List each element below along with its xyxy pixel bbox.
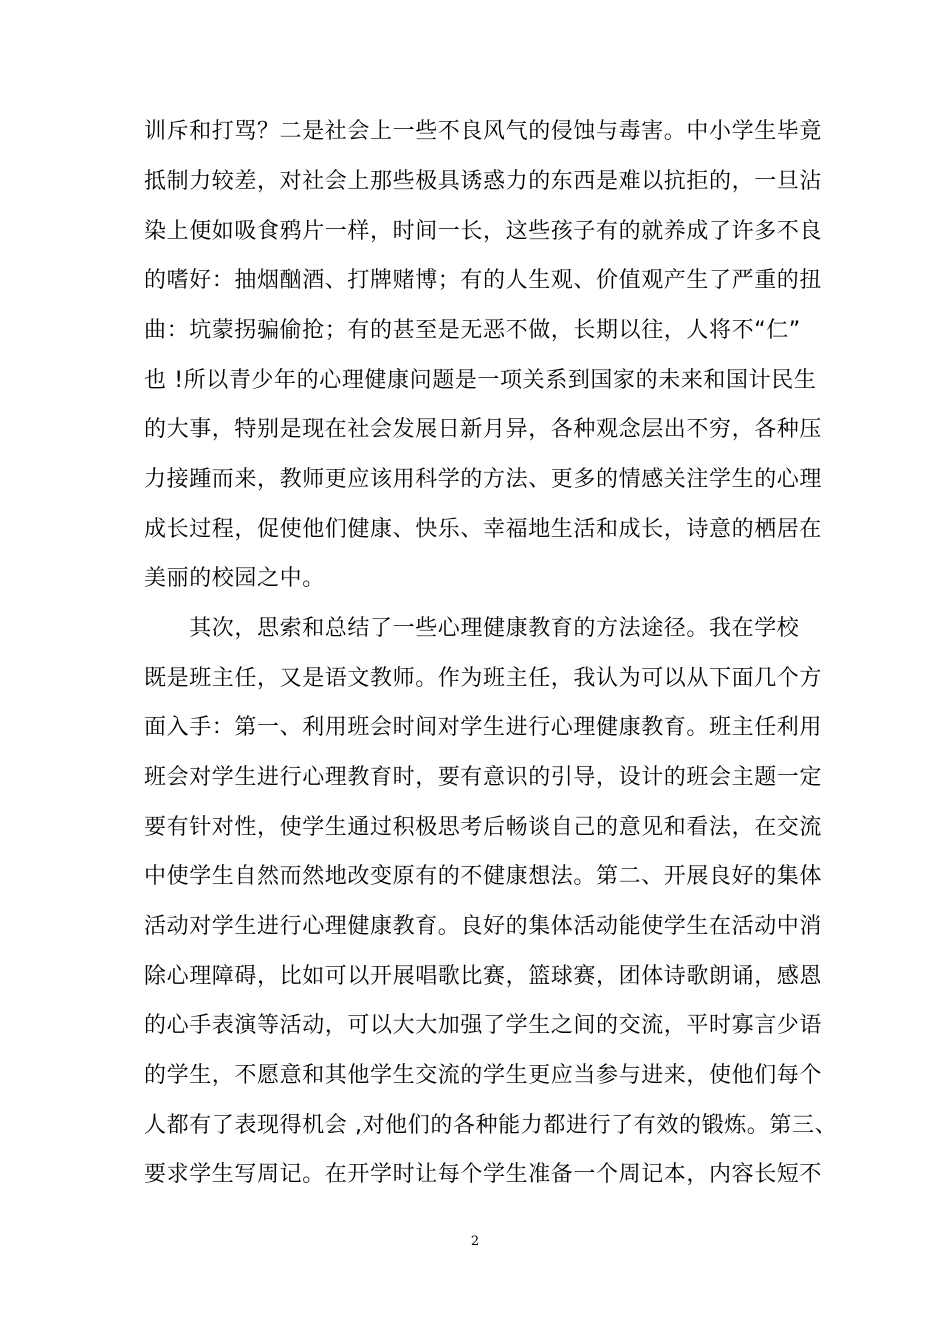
text-line: 也 !所以青少年的心理健康问题是一项关系到国家的未来和国计民生 [144,368,817,393]
text-line: 人都有了表现得机会 ,对他们的各种能力都进行了有效的锻炼。第三、 [144,1113,838,1138]
text-line: 成长过程，促使他们健康、快乐、幸福地生活和成长，诗意的栖居在 [144,517,823,542]
text-line: 的心手表演等活动，可以大大加强了学生之间的交流，平时寡言少语 [144,1013,823,1038]
text-line: 既是班主任，又是语文教师。作为班主任，我认为可以从下面几个方 [144,666,823,691]
text-line: 面入手：第一、利用班会时间对学生进行心理健康教育。班主任利用 [144,715,823,740]
paragraph-start-line: 其次，思索和总结了一些心理健康教育的方法途径。我在学校 [144,616,800,641]
text-line: 要求学生写周记。在开学时让每个学生准备一个周记本，内容长短不 [144,1162,823,1187]
text-line: 力接踵而来，教师更应该用科学的方法、更多的情感关注学生的心理 [144,467,823,492]
text-line: 的学生，不愿意和其他学生交流的学生更应当参与进来，使他们每个 [144,1063,823,1088]
text-line: 的大事，特别是现在社会发展日新月异，各种观念层出不穷，各种压 [144,417,823,442]
text-line: 的嗜好：抽烟酗酒、打牌赌博；有的人生观、价值观产生了严重的扭 [144,268,823,293]
text-line: 中使学生自然而然地改变原有的不健康想法。第二、开展良好的集体 [144,864,823,889]
text-line: 训斥和打骂？二是社会上一些不良风气的侵蚀与毒害。中小学生毕竟 [144,119,823,144]
text-line: 要有针对性，使学生通过积极思考后畅谈自己的意见和看法，在交流 [144,815,823,840]
text-line: 除心理障碍，比如可以开展唱歌比赛，篮球赛，团体诗歌朗诵，感恩 [144,964,823,989]
text-line: 染上便如吸食鸦片一样，时间一长，这些孩子有的就养成了许多不良 [144,219,823,244]
page-number: 2 [470,1234,480,1249]
text-line: 美丽的校园之中。 [144,566,325,591]
text-line: 活动对学生进行心理健康教育。良好的集体活动能使学生在活动中消 [144,914,823,939]
text-line: 曲：坑蒙拐骗偷抢；有的甚至是无恶不做，长期以往，人将不“仁” [144,318,801,343]
text-line: 班会对学生进行心理教育时，要有意识的引导，设计的班会主题一定 [144,765,823,790]
text-line: 抵制力较差，对社会上那些极具诱惑力的东西是难以抗拒的，一旦沾 [144,169,823,194]
